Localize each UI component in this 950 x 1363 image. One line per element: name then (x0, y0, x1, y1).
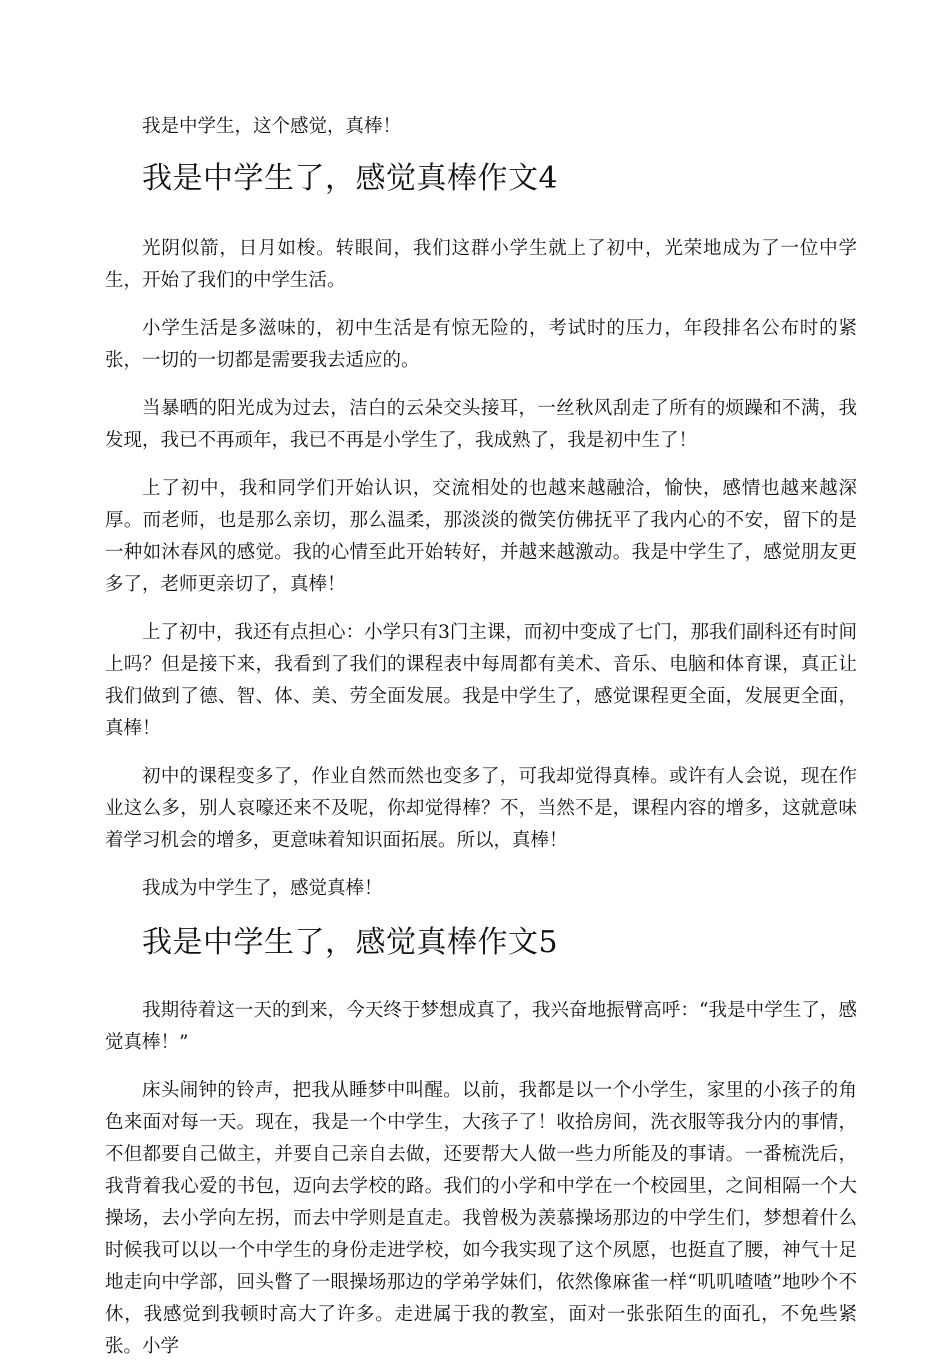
essay-4-paragraph-4: 上了初中，我和同学们开始认识，交流相处的也越来越融洽，愉快，感情也越来越深厚。而老师，也是那么亲切，那么温柔，那淡淡的微笑仿佛抚平了我内心的不安，留下的是一种如沐春风的感觉。我的心情至此开始转好，并越来越激动。我是中学生了，感觉朋友更多了，老师更亲切了，真棒！ (105, 478, 857, 595)
document-body (105, 111, 857, 1363)
essay-4-heading: 我是中学生了，感觉真棒作文4 (142, 161, 559, 196)
essay-4-paragraph-6: 初中的课程变多了，作业自然而然也变多了，可我却觉得真棒。或许有人会说，现在作业这么多，别人哀嚎还来不及呢，你却觉得棒？不，当然不是，课程内容的增多，这就意味着学习机会的增多，更意味着知识面拓展。所以，真棒！ (105, 766, 857, 851)
essay-4-paragraph-7: 我成为中学生了，感觉真棒！ (142, 878, 383, 899)
essay-4-paragraph-2: 小学生活是多滋味的，初中生活是有惊无险的，考试时的压力，年段排名公布时的紧张，一切的一切都是需要我去适应的。 (105, 318, 857, 371)
essay-5-heading: 我是中学生了，感觉真棒作文5 (142, 925, 559, 960)
essay-4-paragraph-5: 上了初中，我还有点担心：小学只有3门主课，而初中变成了七门，那我们副科还有时间上吗？但是接下来，我看到了我们的课程表中每周都有美术、音乐、电脑和体育课，真正让我们做到了德、智、体、美、劳全面发展。我是中学生了，感觉课程更全面，发展更全面，真棒！ (105, 622, 857, 739)
essay-5-paragraph-2: 床头闹钟的铃声，把我从睡梦中叫醒。以前，我都是以一个小学生，家里的小孩子的角色来面对每一天。现在，我是一个中学生，大孩子了！收拾房间，洗衣服等我分内的事情，不但都要自己做主，并要自己亲自去做，还要帮大人做一些力所能及的事请。一番梳洗后，我背着我心爱的书包，迈向去学校的路。我们的小学和中学在一个校园里，之间相隔一个大操场，去小学向左拐，而去中学则是直走。我曾极为羡慕操场那边的中学生们，梦想着什么时候我可以以一个中学生的身份走进学校，如今我实现了这个夙愿，也挺直了腰，神气十足地走向中学部，回头瞥了一眼操场那边的学弟学妹们，依然像麻雀一样“叽叽喳喳”地吵个不休，我感觉到我顿时高大了许多。走进属于我的教室，面对一张张陌生的面孔，不免些紧张。小学 (105, 1080, 857, 1357)
essay-4-paragraph-3: 当暴晒的阳光成为过去，洁白的云朵交头接耳，一丝秋风刮走了所有的烦躁和不满，我发现，我已不再顽年，我已不再是小学生了，我成熟了，我是初中生了！ (105, 398, 857, 451)
essay-5-paragraph-1: 我期待着这一天的到来，今天终于梦想成真了，我兴奋地振臂高呼：“我是中学生了，感觉真棒！” (105, 1000, 857, 1053)
closing-line-essay-3: 我是中学生，这个感觉，真棒！ (142, 116, 402, 137)
essay-4-paragraph-1: 光阴似箭，日月如梭。转眼间，我们这群小学生就上了初中，光荣地成为了一位中学生，开始了我们的中学生活。 (105, 238, 857, 291)
